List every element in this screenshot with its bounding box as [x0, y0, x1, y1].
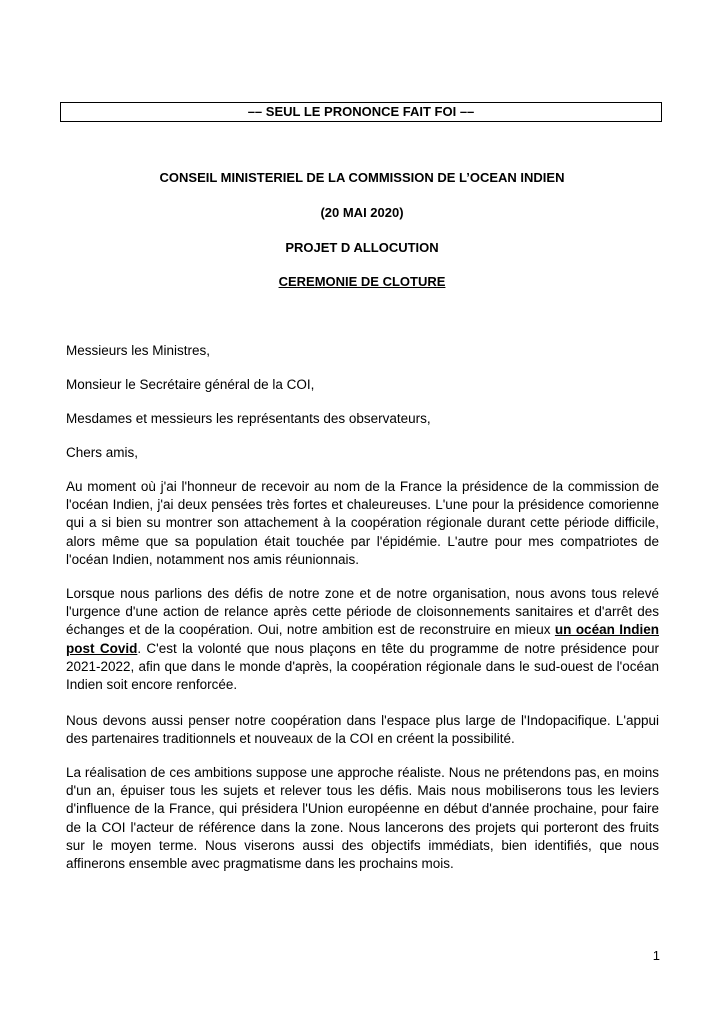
salutation-ministres: Messieurs les Ministres, — [66, 343, 211, 358]
paragraph-ambition-start: Lorsque nous parlions des défis de notre zone et de notre organisation, nous avons tous relevé l'urgence d'une action de relance après cette période de cloisonnements sanitaires et d'arrêt des échanges et de la coopération. Oui, notre ambition est de reconstruire en mieux — [66, 586, 659, 638]
page-number: 1 — [652, 948, 660, 963]
paragraph-indopacifique: Nous devons aussi penser notre coopération dans l'espace plus large de l'Indopacifique. L'appui des partenaires traditionnels et nouveaux de la COI en créent la possibilité. — [66, 713, 659, 747]
salutation-secretaire: Monsieur le Secrétaire général de la COI, — [66, 377, 315, 392]
heading-ceremonie: CEREMONIE DE CLOTURE — [278, 274, 446, 289]
paragraph-presidence: Au moment où j'ai l'honneur de recevoir au nom de la France la présidence de la commission de l'océan Indien, j'ai deux pensées très fortes et chaleureuses. L'une pour la présidence comorienne qui a si bien su montrer son attachement à la coopération régionale durant cette période difficile, alors même que sa population était touchée par l'épidémie. L'autre pour mes compatriotes de l'océan Indien, notamment nos amis réunionnais. — [66, 479, 659, 567]
disclaimer-banner: –– SEUL LE PRONONCE FAIT FOI –– — [60, 102, 662, 122]
heading-conseil: CONSEIL MINISTERIEL DE LA COMMISSION DE L’OCEAN INDIEN — [159, 170, 565, 185]
paragraph-ambition-end: . C'est la volonté que nous plaçons en tête du programme de notre présidence pour 2021-2022, afin que dans le monde d'après, la coopération régionale dans le sud-ouest de l'océan Indien soit encore renforcée. — [66, 640, 660, 693]
paragraph-realisation: La réalisation de ces ambitions suppose une approche réaliste. Nous ne prétendons pas, en moins d'un an, épuiser tous les sujets et relever tous les défis. Mais nous mobiliserons tous les leviers d'influence de la France, qui présidera l'Union européenne en début d'année prochaine, pour faire de la COI l'acteur de référence dans la zone. Nous lancerons des projets qui porteront des fruits sur le moyen terme. Nous viserons aussi des objectifs immédiats, bien identifiés, que nous affinerons ensemble avec pragmatisme dans les prochains mois. — [66, 765, 659, 872]
salutation-amis: Chers amis, — [66, 445, 139, 460]
heading-projet: PROJET D ALLOCUTION — [285, 240, 439, 255]
heading-date: (20 MAI 2020) — [320, 205, 404, 220]
paragraph-ambition — [66, 585, 659, 694]
salutation-observateurs: Mesdames et messieurs les représentants des observateurs, — [66, 411, 431, 426]
emphasis-post-covid: un océan Indien post Covid — [66, 622, 659, 656]
